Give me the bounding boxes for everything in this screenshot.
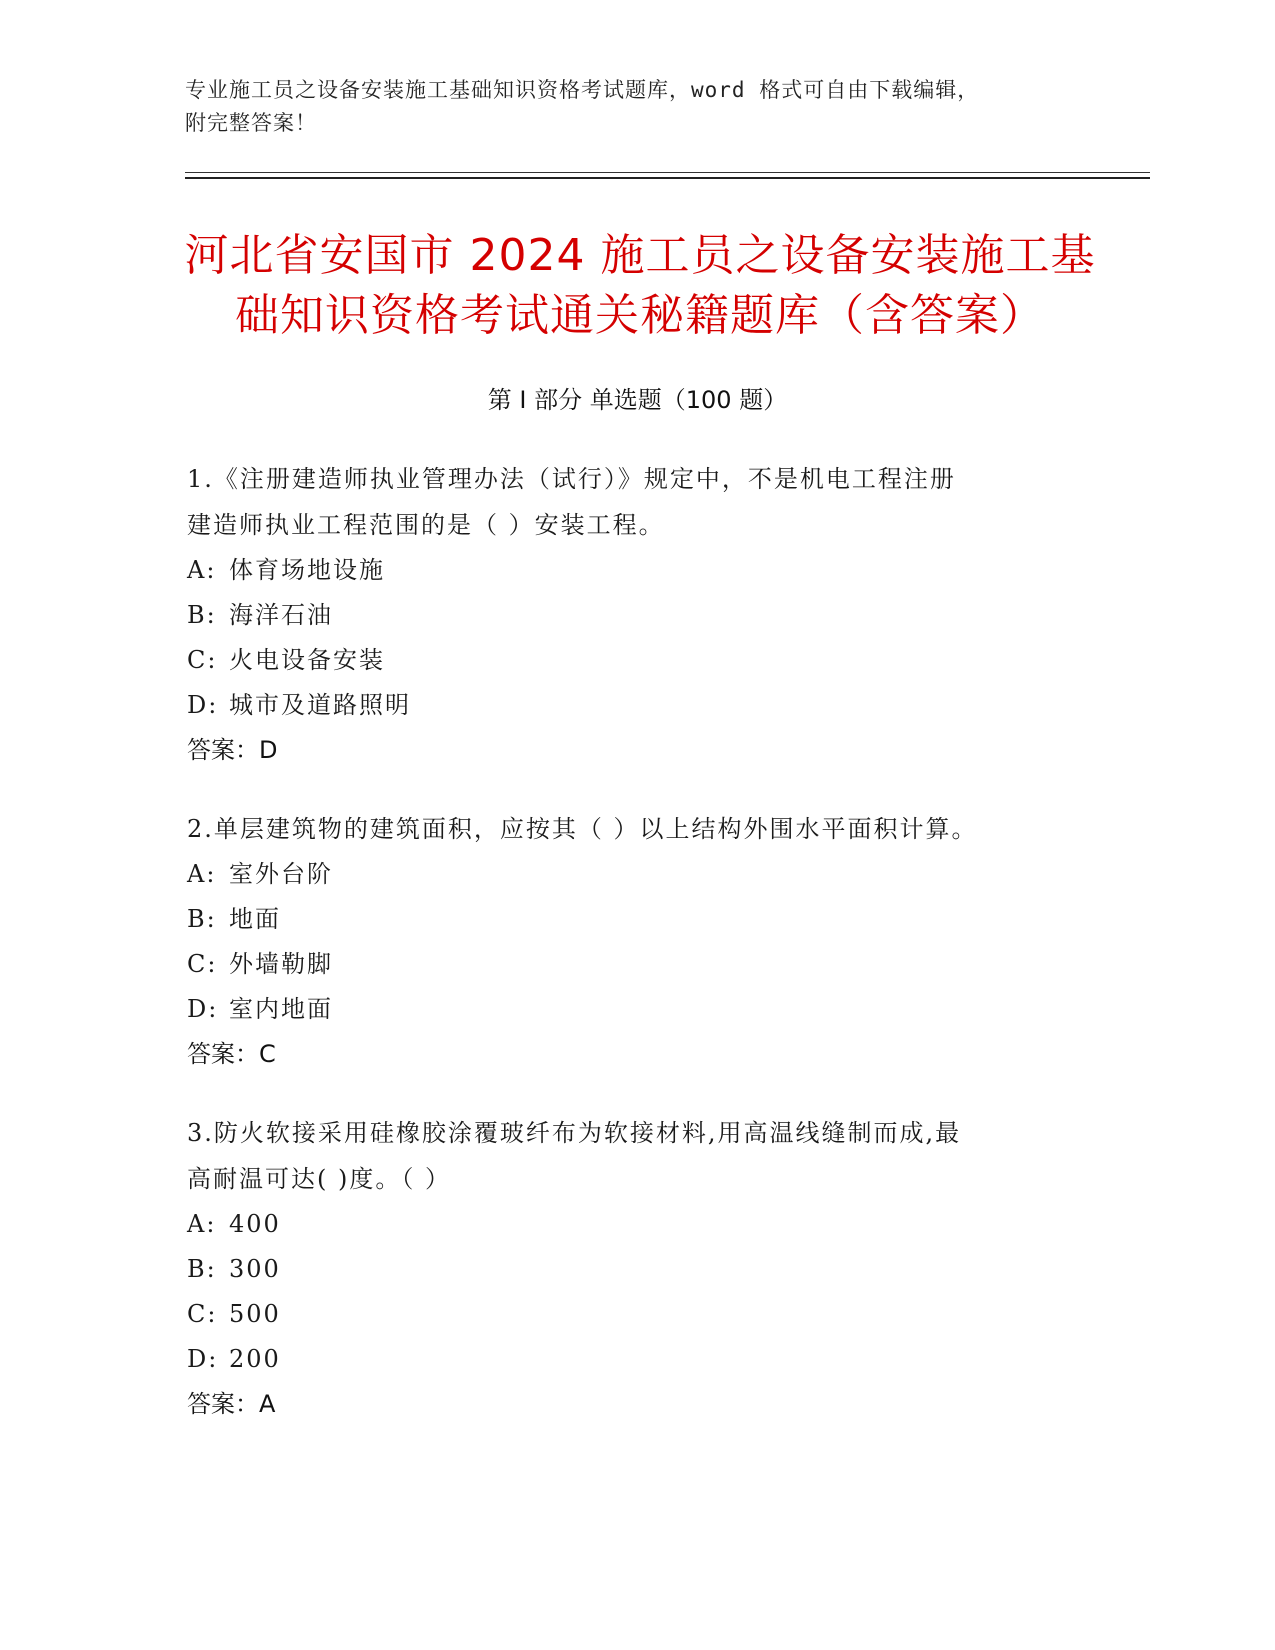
option-text: 地面 (229, 905, 281, 933)
question-text-line-2: 建造师执业工程范围的是（ ）安装工程。 (187, 511, 665, 539)
option-text: 火电设备安装 (229, 646, 385, 674)
option-d (187, 683, 1087, 728)
option-letter: B: (187, 601, 217, 629)
header-note (185, 74, 1065, 140)
question-text-line-1: 2.单层建筑物的建筑面积，应按其（ ）以上结构外围水平面积计算。 (187, 815, 978, 843)
option-c (187, 1292, 1087, 1337)
option-text: 城市及道路照明 (229, 691, 411, 719)
option-text: 300 (229, 1255, 281, 1283)
option-letter: A: (187, 860, 217, 888)
option-text: 海洋石油 (229, 601, 333, 629)
option-d (187, 1337, 1087, 1382)
header-note-line-1: 专业施工员之设备安装施工基础知识资格考试题库，word 格式可自由下载编辑， (185, 78, 980, 102)
question-text-line-1: 1.《注册建造师执业管理办法（试行）》规定中，不是机电工程注册 (187, 465, 956, 493)
answer: 答案：C (187, 1040, 276, 1068)
option-letter: C: (187, 646, 218, 674)
option-text: 400 (229, 1210, 281, 1238)
option-letter: B: (187, 905, 217, 933)
header-rule-thick (185, 177, 1150, 179)
option-text: 200 (229, 1345, 281, 1373)
option-letter: A: (187, 1210, 217, 1238)
title-line-2: 础知识资格考试通关秘籍题库（含答案） (235, 290, 1045, 341)
option-a (187, 1202, 1087, 1247)
question-text-line-1: 3.防火软接采用硅橡胶涂覆玻纤布为软接材料,用高温线缝制而成,最 (187, 1119, 962, 1147)
option-text: 室外台阶 (229, 860, 333, 888)
answer: 答案：A (187, 1390, 276, 1418)
header-note-line-2: 附完整答案！ (185, 111, 317, 135)
document-title (140, 226, 1140, 346)
option-letter: D: (187, 995, 219, 1023)
option-b (187, 1247, 1087, 1292)
header-rule-thin (185, 172, 1150, 173)
section-heading: 第 I 部分 单选题（100 题） (487, 386, 788, 414)
question-1 (187, 456, 1087, 773)
option-letter: B: (187, 1255, 217, 1283)
option-a (187, 852, 1087, 897)
option-b (187, 593, 1087, 638)
option-text: 500 (229, 1300, 281, 1328)
answer: 答案：D (187, 736, 278, 764)
option-letter: C: (187, 1300, 218, 1328)
option-text: 外墙勒脚 (229, 950, 333, 978)
option-letter: D: (187, 1345, 219, 1373)
option-text: 体育场地设施 (229, 556, 385, 584)
option-c (187, 942, 1087, 987)
title-line-1: 河北省安国市 2024 施工员之设备安装施工基 (184, 230, 1096, 281)
question-text-line-2: 高耐温可达( )度。（ ） (187, 1165, 451, 1193)
option-letter: C: (187, 950, 218, 978)
option-text: 室内地面 (229, 995, 333, 1023)
option-c (187, 638, 1087, 683)
question-2 (187, 806, 1087, 1077)
option-a (187, 548, 1087, 593)
option-letter: A: (187, 556, 217, 584)
option-d (187, 987, 1087, 1032)
option-b (187, 897, 1087, 942)
option-letter: D: (187, 691, 219, 719)
question-3 (187, 1110, 1087, 1427)
